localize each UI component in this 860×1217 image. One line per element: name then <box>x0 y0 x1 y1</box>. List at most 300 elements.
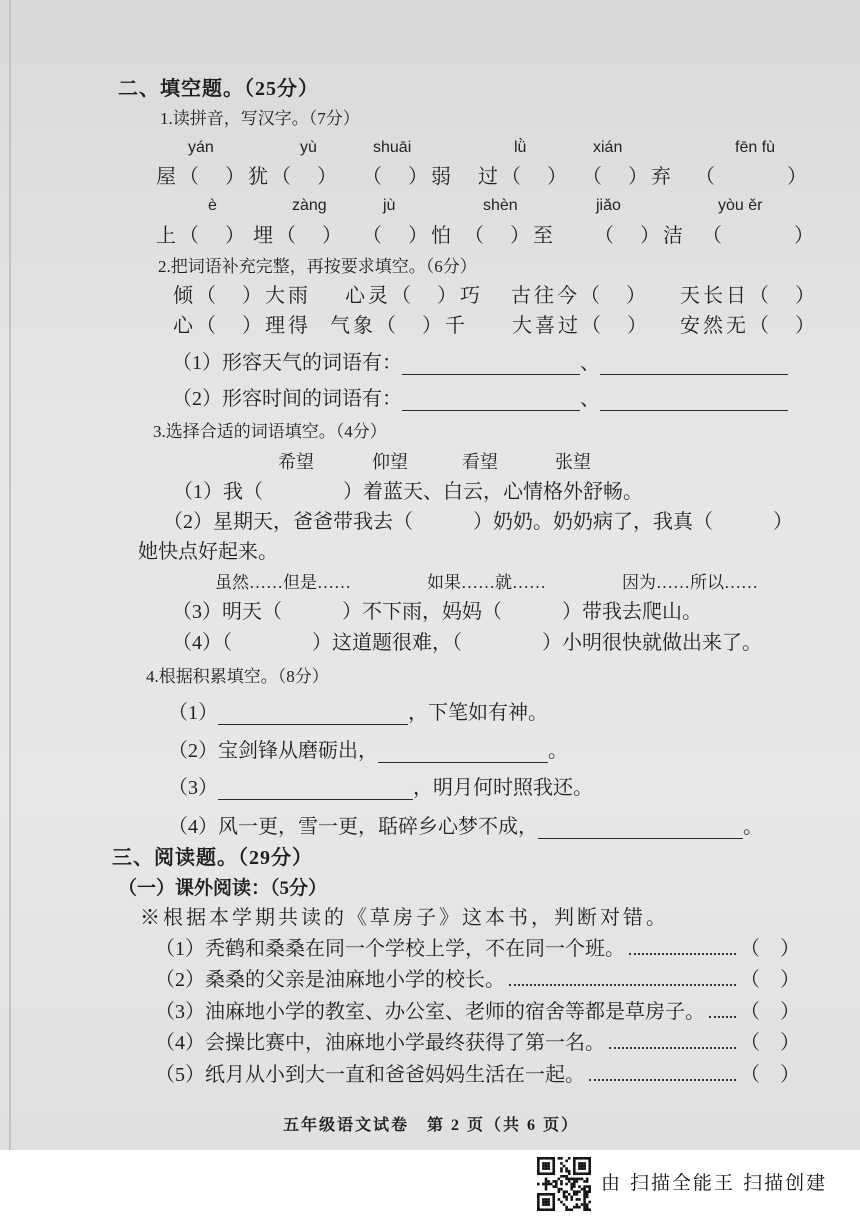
qr-module <box>542 1193 545 1196</box>
q3-sentence-3: （3）明天（ ）不下雨，妈妈（ ）带我去爬山。 <box>172 601 702 623</box>
qr-module <box>552 1206 555 1209</box>
char-blank: （ ）怕 <box>362 225 454 247</box>
q1-title: 1.读拼音，写汉字。（7分） <box>160 109 360 128</box>
qr-module <box>583 1172 586 1175</box>
q4-title: 4.根据积累填空。（8分） <box>146 667 329 686</box>
qr-module <box>570 1183 573 1186</box>
qr-module <box>573 1165 576 1168</box>
qr-module <box>545 1203 548 1206</box>
answer-line <box>218 704 408 725</box>
judge-statement: （3）油麻地小学的教室、办公室、老师的宿舍等都是草房子。 <box>155 1001 705 1023</box>
qr-module <box>542 1201 545 1204</box>
qr-module <box>578 1167 581 1170</box>
scanner-watermark: 由 扫描全能王 扫描创建 <box>601 1172 828 1194</box>
qr-module <box>555 1185 558 1188</box>
q3-sentence-2-cont: 她快点好起来。 <box>138 541 278 563</box>
qr-module <box>537 1201 540 1204</box>
qr-module <box>573 1170 576 1173</box>
judge-item <box>155 937 800 961</box>
qr-module <box>545 1178 548 1181</box>
qr-module <box>537 1167 540 1170</box>
qr-module <box>563 1203 566 1206</box>
dot-leader <box>509 984 736 986</box>
char-blank: 犹（ ） <box>248 166 340 188</box>
pinyin: lǜ <box>514 139 527 156</box>
qr-module <box>550 1183 553 1186</box>
pinyin: yán <box>188 139 214 156</box>
q4-item <box>168 815 763 839</box>
qr-module <box>552 1201 555 1204</box>
qr-module <box>550 1208 553 1211</box>
qr-module <box>558 1198 561 1201</box>
qr-module <box>583 1201 586 1204</box>
pinyin: jiǎo <box>596 197 621 214</box>
qr-module <box>565 1198 568 1201</box>
answer-box: （ ） <box>740 938 800 960</box>
answer-line <box>218 779 413 800</box>
qr-module <box>547 1165 550 1168</box>
qr-module <box>552 1208 555 1211</box>
qr-module <box>537 1170 540 1173</box>
q2-title: 2.把词语补充完整，再按要求填空。（6分） <box>158 257 477 276</box>
qr-module <box>552 1167 555 1170</box>
qr-module <box>576 1198 579 1201</box>
qr-module <box>583 1167 586 1170</box>
qr-module <box>588 1162 591 1165</box>
qr-module <box>570 1198 573 1201</box>
qr-module <box>581 1157 584 1160</box>
qr-module <box>568 1157 571 1160</box>
qr-module <box>560 1183 563 1186</box>
judge-item <box>155 1063 800 1087</box>
qr-module <box>565 1206 568 1209</box>
qr-module <box>560 1201 563 1204</box>
qr-module <box>588 1172 591 1175</box>
qr-module <box>552 1172 555 1175</box>
qr-module <box>568 1193 571 1196</box>
qr-module <box>547 1157 550 1160</box>
qr-module <box>583 1198 586 1201</box>
qr-code-icon <box>537 1157 591 1211</box>
qr-module <box>565 1196 568 1199</box>
qr-module <box>573 1193 576 1196</box>
qr-module <box>583 1208 586 1211</box>
qr-module <box>545 1198 548 1201</box>
qr-module <box>573 1185 576 1188</box>
q2-sub2-label: （2）形容时间的词语有： <box>172 388 402 410</box>
char-blank: 上（ ） <box>156 225 248 247</box>
qr-module <box>552 1180 555 1183</box>
qr-module <box>576 1157 579 1160</box>
judge-statement: （5）纸月从小到大一直和爸爸妈妈生活在一起。 <box>155 1064 585 1086</box>
qr-module <box>547 1183 550 1186</box>
qr-module <box>583 1162 586 1165</box>
qr-module <box>573 1190 576 1193</box>
qr-module <box>540 1208 543 1211</box>
dot-leader <box>609 1047 736 1049</box>
qr-module <box>563 1196 566 1199</box>
qr-module <box>537 1157 540 1160</box>
qr-module <box>588 1160 591 1163</box>
qr-module <box>552 1162 555 1165</box>
qr-module <box>542 1172 545 1175</box>
idiom-blank: 大喜过（ ） <box>512 315 650 337</box>
qr-module <box>581 1172 584 1175</box>
idiom-blank: 倾（ ）大雨 <box>173 285 311 307</box>
qr-module <box>588 1167 591 1170</box>
qr-module <box>545 1162 548 1165</box>
qr-module <box>570 1178 573 1181</box>
qr-module <box>547 1193 550 1196</box>
qr-module <box>578 1162 581 1165</box>
instruction: ※根据本学期共读的《草房子》这本书，判断对错。 <box>140 907 669 929</box>
qr-module <box>583 1193 586 1196</box>
qr-module <box>545 1172 548 1175</box>
qr-module <box>573 1167 576 1170</box>
qr-module <box>578 1190 581 1193</box>
qr-module <box>581 1178 584 1181</box>
qr-module <box>568 1172 571 1175</box>
qr-module <box>583 1157 586 1160</box>
qr-module <box>573 1206 576 1209</box>
qr-module <box>558 1190 561 1193</box>
dot-leader <box>589 1079 736 1081</box>
q3-sentence-4: （4）（ ）这道题很难，（ ）小明很快就做出来了。 <box>172 632 762 654</box>
pinyin: è <box>208 197 217 214</box>
qr-module <box>547 1167 550 1170</box>
qr-module <box>542 1162 545 1165</box>
q4-item-after: ，明月何时照我还。 <box>413 777 593 799</box>
q4-item-before: （3） <box>168 777 218 799</box>
qr-module <box>537 1196 540 1199</box>
char-blank: 过（ ） <box>478 166 570 188</box>
pinyin: yù <box>300 139 317 156</box>
qr-module <box>550 1193 553 1196</box>
qr-module <box>570 1208 573 1211</box>
qr-module <box>552 1160 555 1163</box>
page-edge <box>9 0 11 1150</box>
word-bank-item: 看望 <box>462 452 498 472</box>
qr-module <box>573 1180 576 1183</box>
qr-module <box>537 1208 540 1211</box>
qr-module <box>545 1180 548 1183</box>
qr-module <box>583 1165 586 1168</box>
qr-module <box>563 1190 566 1193</box>
q4-item <box>168 701 548 725</box>
qr-module <box>581 1203 584 1206</box>
qr-module <box>537 1193 540 1196</box>
char-blank: （ ）洁 <box>594 225 686 247</box>
char-blank: （ ）弃 <box>582 166 674 188</box>
qr-module <box>578 1157 581 1160</box>
judge-statement: （4）会操比赛中，油麻地小学最终获得了第一名。 <box>155 1032 605 1054</box>
qr-module <box>547 1198 550 1201</box>
qr-module <box>537 1203 540 1206</box>
page-footer: 五年级语文试卷 第 2 页（共 6 页） <box>283 1117 580 1134</box>
qr-module <box>583 1206 586 1209</box>
word-bank-item: 仰望 <box>372 452 408 472</box>
word-bank-item: 希望 <box>278 452 314 472</box>
qr-module <box>563 1165 566 1168</box>
qr-module <box>586 1190 589 1193</box>
qr-module <box>550 1157 553 1160</box>
char-blank: （ ） <box>702 225 817 247</box>
qr-module <box>583 1185 586 1188</box>
dot-leader <box>629 953 736 955</box>
qr-module <box>547 1180 550 1183</box>
qr-module <box>558 1188 561 1191</box>
q4-item-before: （4）风一更，雪一更，聒碎乡心梦不成， <box>168 816 538 838</box>
qr-module <box>588 1157 591 1160</box>
q4-item-after: ，下笔如有神。 <box>408 702 548 724</box>
qr-module <box>586 1185 589 1188</box>
qr-module <box>581 1188 584 1191</box>
qr-module <box>586 1203 589 1206</box>
qr-module <box>565 1167 568 1170</box>
qr-module <box>540 1157 543 1160</box>
qr-module <box>537 1162 540 1165</box>
qr-module <box>576 1180 579 1183</box>
qr-module <box>563 1193 566 1196</box>
qr-module <box>568 1170 571 1173</box>
q4-item-after: 。 <box>743 816 763 838</box>
pinyin: fēn fù <box>735 139 776 156</box>
word-bank-item: 张望 <box>555 452 591 472</box>
qr-module <box>573 1183 576 1186</box>
qr-module <box>558 1157 561 1160</box>
q3-sentence-1: （1）我（ ）着蓝天、白云，心情格外舒畅。 <box>173 481 643 503</box>
qr-module <box>565 1160 568 1163</box>
qr-module <box>547 1162 550 1165</box>
q4-item <box>168 739 568 763</box>
answer-box: （ ） <box>740 1032 800 1054</box>
qr-module <box>581 1167 584 1170</box>
qr-module <box>537 1198 540 1201</box>
qr-module <box>547 1208 550 1211</box>
qr-module <box>552 1203 555 1206</box>
qr-module <box>588 1170 591 1173</box>
char-blank: （ ）至 <box>464 225 556 247</box>
conjunction-bank-item: 因为……所以…… <box>622 573 758 592</box>
qr-module <box>537 1165 540 1168</box>
q4-item-after: 。 <box>548 740 568 762</box>
qr-module <box>537 1172 540 1175</box>
qr-module <box>547 1201 550 1204</box>
answer-line <box>538 818 743 839</box>
qr-module <box>576 1193 579 1196</box>
qr-module <box>573 1178 576 1181</box>
qr-module <box>573 1172 576 1175</box>
q2-sub2 <box>172 387 788 411</box>
qr-module <box>578 1165 581 1168</box>
qr-module <box>586 1208 589 1211</box>
qr-module <box>573 1162 576 1165</box>
judge-item <box>155 1000 800 1024</box>
answer-line <box>600 390 788 411</box>
qr-module <box>573 1157 576 1160</box>
q4-item-before: （2）宝剑锋从磨砺出， <box>168 740 378 762</box>
qr-module <box>552 1165 555 1168</box>
qr-module <box>588 1165 591 1168</box>
qr-module <box>565 1190 568 1193</box>
qr-module <box>545 1157 548 1160</box>
q2-sub1 <box>172 351 788 375</box>
qr-module <box>573 1160 576 1163</box>
qr-module <box>542 1198 545 1201</box>
qr-module <box>565 1208 568 1211</box>
pinyin: yòu ěr <box>718 197 763 214</box>
dot-leader <box>709 1016 736 1018</box>
qr-module <box>542 1157 545 1160</box>
pinyin: shèn <box>483 197 518 214</box>
qr-module <box>576 1172 579 1175</box>
qr-module <box>545 1208 548 1211</box>
qr-module <box>560 1167 563 1170</box>
qr-module <box>552 1193 555 1196</box>
q4-item <box>168 776 593 800</box>
qr-module <box>545 1165 548 1168</box>
q3-title: 3.选择合适的词语填空。（4分） <box>153 422 387 441</box>
qr-module <box>560 1180 563 1183</box>
idiom-blank: 安然无（ ） <box>680 315 818 337</box>
qr-module <box>581 1162 584 1165</box>
qr-module <box>578 1206 581 1209</box>
qr-module <box>581 1165 584 1168</box>
qr-module <box>586 1206 589 1209</box>
idiom-blank: 古往今（ ） <box>511 285 649 307</box>
qr-module <box>552 1196 555 1199</box>
qr-module <box>537 1160 540 1163</box>
answer-box: （ ） <box>740 1001 800 1023</box>
qr-module <box>540 1172 543 1175</box>
qr-module <box>552 1198 555 1201</box>
q4-item-before: （1） <box>168 702 218 724</box>
qr-module <box>550 1172 553 1175</box>
separator: 、 <box>580 388 600 410</box>
idiom-blank: 心（ ）理得 <box>173 315 311 337</box>
qr-module <box>586 1178 589 1181</box>
qr-module <box>570 1196 573 1199</box>
qr-module <box>547 1172 550 1175</box>
qr-module <box>540 1193 543 1196</box>
qr-module <box>583 1196 586 1199</box>
qr-module <box>588 1201 591 1204</box>
section2-heading: 二、填空题。（25分） <box>118 78 319 100</box>
qr-module <box>578 1172 581 1175</box>
conjunction-bank-item: 虽然……但是…… <box>215 573 351 592</box>
qr-module <box>560 1175 563 1178</box>
answer-line <box>402 354 580 375</box>
idiom-blank: 气象（ ）千 <box>330 315 468 337</box>
qr-module <box>576 1206 579 1209</box>
conjunction-bank-item: 如果……就…… <box>427 573 546 592</box>
qr-module <box>576 1203 579 1206</box>
pinyin: jù <box>383 197 396 214</box>
answer-line <box>402 390 580 411</box>
idiom-blank: 天长日（ ） <box>680 285 818 307</box>
char-blank: 屋（ ） <box>156 166 248 188</box>
q3-sentence-2: （2）星期天，爸爸带我去（ ）奶奶。奶奶病了，我真（ ） <box>163 511 793 533</box>
qr-module <box>565 1178 568 1181</box>
qr-module <box>568 1208 571 1211</box>
qr-module <box>568 1180 571 1183</box>
answer-box: （ ） <box>740 1064 800 1086</box>
qr-module <box>578 1198 581 1201</box>
answer-box: （ ） <box>740 969 800 991</box>
qr-module <box>570 1188 573 1191</box>
char-blank: （ ） <box>695 166 810 188</box>
qr-module <box>588 1208 591 1211</box>
qr-module <box>545 1201 548 1204</box>
qr-module <box>542 1165 545 1168</box>
qr-module <box>586 1193 589 1196</box>
qr-module <box>578 1178 581 1181</box>
judge-statement: （1）秃鹤和桑桑在同一个学校上学，不在同一个班。 <box>155 938 625 960</box>
char-blank: （ ）弱 <box>362 166 454 188</box>
q2-sub1-label: （1）形容天气的词语有： <box>172 352 402 374</box>
qr-module <box>555 1183 558 1186</box>
qr-module <box>565 1175 568 1178</box>
qr-module <box>537 1183 540 1186</box>
qr-module <box>542 1208 545 1211</box>
qr-module <box>576 1178 579 1181</box>
qr-module <box>586 1180 589 1183</box>
qr-module <box>570 1185 573 1188</box>
qr-module <box>568 1178 571 1181</box>
qr-module <box>576 1190 579 1193</box>
qr-module <box>583 1203 586 1206</box>
answer-line <box>600 354 788 375</box>
qr-module <box>552 1170 555 1173</box>
qr-module <box>565 1183 568 1186</box>
qr-module <box>560 1170 563 1173</box>
qr-module <box>537 1206 540 1209</box>
separator: 、 <box>580 352 600 374</box>
qr-module <box>558 1178 561 1181</box>
qr-module <box>583 1188 586 1191</box>
qr-module <box>583 1180 586 1183</box>
qr-module <box>586 1172 589 1175</box>
qr-module <box>583 1190 586 1193</box>
char-blank: 埋（ ） <box>253 225 345 247</box>
qr-module <box>586 1157 589 1160</box>
qr-module <box>542 1183 545 1186</box>
qr-module <box>542 1203 545 1206</box>
pinyin: shuāi <box>373 139 412 156</box>
judge-statement: （2）桑桑的父亲是油麻地小学的校长。 <box>155 969 505 991</box>
qr-module <box>578 1185 581 1188</box>
part1-title: （一）课外阅读：（5分） <box>118 878 328 899</box>
qr-module <box>588 1190 591 1193</box>
answer-line <box>378 742 548 763</box>
qr-module <box>545 1185 548 1188</box>
qr-module <box>545 1193 548 1196</box>
qr-module <box>560 1162 563 1165</box>
qr-module <box>560 1188 563 1191</box>
pinyin: xián <box>593 139 623 156</box>
qr-module <box>547 1203 550 1206</box>
qr-module <box>588 1188 591 1191</box>
judge-item <box>155 1031 800 1055</box>
qr-module <box>552 1157 555 1160</box>
qr-module <box>560 1157 563 1160</box>
pinyin: zàng <box>292 197 327 214</box>
qr-module <box>555 1180 558 1183</box>
qr-module <box>545 1167 548 1170</box>
qr-module <box>545 1188 548 1191</box>
qr-module <box>545 1183 548 1186</box>
qr-module <box>563 1175 566 1178</box>
